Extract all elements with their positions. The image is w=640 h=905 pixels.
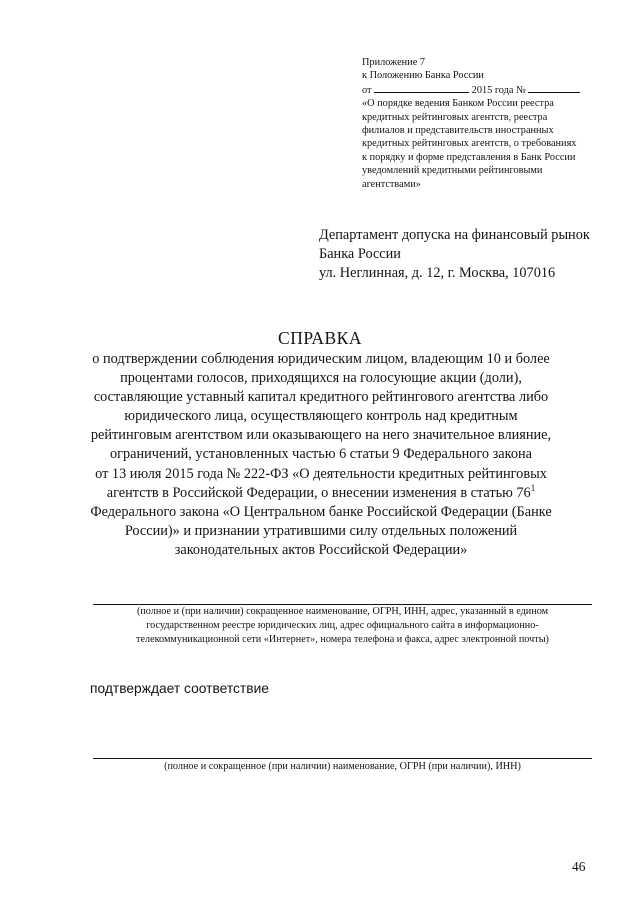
subtitle-line: законодательных актов Российской Федерации» — [174, 541, 468, 558]
caption-line: (полное и сокращенное (при наличии) наименование, ОГРН (при наличии), ИНН) — [164, 761, 521, 772]
article-superscript: 1 — [530, 482, 536, 493]
appendix-date-line — [362, 83, 616, 97]
caption-line: государственном реестре юридических лиц, адрес официального сайта в информационно- — [146, 620, 539, 632]
subtitle-line: ограничений, установленных частью 6 статьи 9 Федерального закона — [109, 446, 532, 463]
subtitle-line: о подтверждении соблюдения юридическим лицом, владеющим 10 и более — [92, 351, 550, 367]
appendix-desc-line: к порядку и форме представления в Банк России — [362, 151, 576, 163]
date-from-label: от — [362, 84, 372, 96]
date-blank — [374, 83, 469, 93]
appendix-desc-line: агентствами» — [362, 178, 421, 190]
agency-details-fill-line — [93, 758, 592, 759]
department-street: ул. Неглинная, д. 12, г. Москва, 107016 — [319, 265, 556, 281]
appendix-header — [362, 56, 616, 191]
document-subtitle — [60, 350, 582, 560]
appendix-desc-line: кредитных рейтинговых агентств, реестра — [362, 111, 548, 123]
subtitle-line: процентами голосов, приходящихся на голосующие акции (доли), — [120, 370, 522, 387]
article-text: агентств в Российской Федерации, о внесении изменения в статью 76 — [106, 484, 531, 501]
number-blank — [528, 83, 580, 93]
subtitle-line: рейтинговым агентством или оказывающего на него значительное влияние, — [90, 427, 552, 444]
subtitle-line: России)» и признании утратившими силу отдельных положений — [124, 522, 518, 539]
subtitle-line: составляющие уставный капитал кредитного рейтингового агентства либо — [93, 389, 549, 406]
subtitle-line: Федерального закона «О Центральном банке Российской Федерации (Банке — [90, 503, 552, 520]
document-title: СПРАВКА — [278, 328, 362, 348]
appendix-desc-line: кредитных рейтинговых агентств, о требованиях — [362, 138, 577, 150]
confirms-compliance-text: подтверждает соответствие — [90, 681, 269, 696]
agency-details-caption — [93, 760, 592, 774]
appendix-title: Приложение 7 — [362, 57, 425, 68]
subtitle-line: юридического лица, осуществляющего контроль над кредитным — [124, 408, 518, 425]
entity-details-caption — [93, 605, 592, 648]
page-number: 46 — [572, 859, 586, 874]
caption-line: (полное и (при наличии) сокращенное наименование, ОГРН, ИНН, адрес, указанный в едином — [136, 606, 549, 617]
caption-line: телекоммуникационной сети «Интернет», номера телефона и факса, адрес электронной почты) — [136, 634, 549, 646]
appendix-desc-line: «О порядке ведения Банком России реестра — [362, 98, 554, 110]
department-address — [319, 226, 609, 283]
date-year-label: 2015 года № — [471, 84, 526, 96]
appendix-desc-line: уведомлений кредитными рейтинговыми — [362, 165, 543, 177]
subtitle-article-line — [60, 484, 582, 503]
department-name: Департамент допуска на финансовый рынок — [319, 227, 590, 243]
appendix-desc-line: филиалов и представительств иностранных — [362, 125, 554, 137]
subtitle-line: от 13 июля 2015 года № 222-ФЗ «О деятельности кредитных рейтинговых — [95, 465, 547, 482]
appendix-description — [362, 97, 616, 191]
department-bank: Банка России — [319, 246, 401, 262]
appendix-regulation: к Положению Банка России — [362, 70, 484, 82]
